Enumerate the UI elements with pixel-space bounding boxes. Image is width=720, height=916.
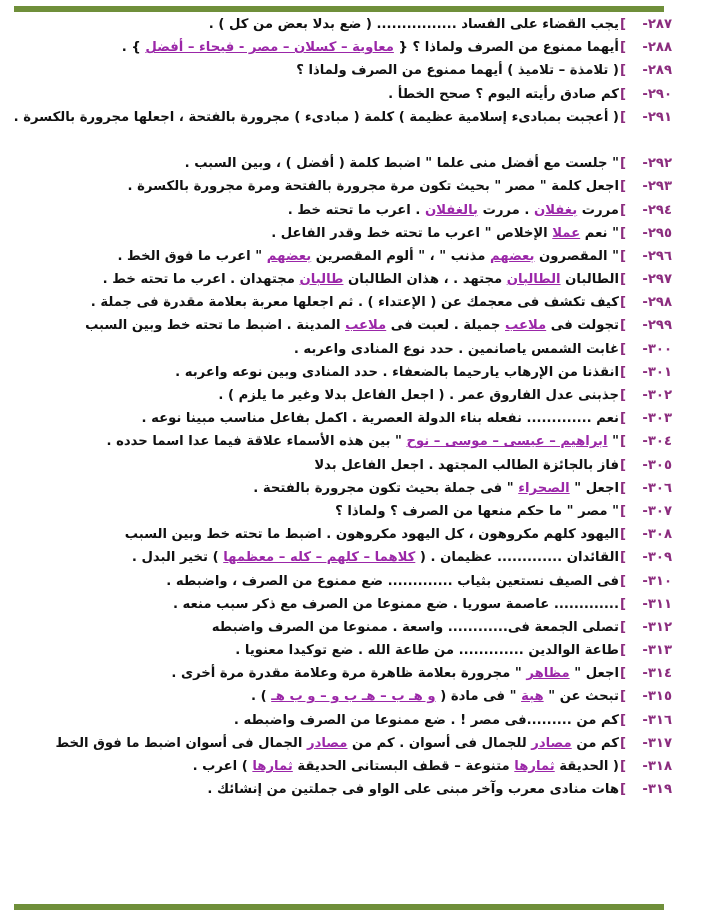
row-bracket: ] <box>619 619 626 635</box>
question-row <box>12 13 672 36</box>
question-text <box>12 199 619 222</box>
question-number: ٣٠٩- <box>642 550 672 566</box>
question-text <box>12 454 619 477</box>
question-text <box>12 83 619 106</box>
question-text <box>12 709 619 732</box>
question-text <box>12 268 619 291</box>
question-text <box>12 361 619 384</box>
question-text <box>12 291 619 314</box>
question-text <box>12 523 619 546</box>
row-bracket: ] <box>619 63 626 79</box>
text-fragment: " فى جملة بحيث تكون مجرورة بالفتحة . <box>253 480 519 496</box>
text-fragment: جميلة . لعبت فى <box>386 318 506 334</box>
question-text <box>12 639 619 662</box>
row-bracket: ] <box>619 735 626 751</box>
question-number: ٣٠١- <box>642 364 672 380</box>
row-bracket: ] <box>619 364 626 380</box>
question-row <box>12 175 672 198</box>
question-number: ٣٠٠- <box>642 341 672 357</box>
question-number: ٢٩٨- <box>642 295 672 311</box>
question-number: ٢٨٧- <box>642 17 672 32</box>
highlighted-word: ملاعب <box>505 318 547 334</box>
question-text <box>12 338 619 361</box>
text-fragment: . مررت <box>478 202 534 218</box>
bottom-border <box>14 904 664 910</box>
question-row <box>12 709 672 732</box>
row-bracket: ] <box>619 156 626 172</box>
text-fragment: كم صادق رأيته اليوم ؟ صحح الخطأ . <box>388 86 619 102</box>
question-row <box>12 384 672 407</box>
text-fragment: الجمال فى أسوان اضبط ما فوق الخط <box>55 735 307 751</box>
text-fragment: مذنب " ، " ألوم المقصرين <box>311 248 491 264</box>
highlighted-word: معاوية – كسلان – مصر - فيحاء – أفضل <box>145 40 394 56</box>
question-number: ٣٠٢- <box>642 388 672 404</box>
text-fragment: " اعرب ما فوق الخط . <box>117 248 267 264</box>
row-bracket: ] <box>619 643 626 659</box>
question-text <box>12 755 619 778</box>
question-text <box>12 106 619 129</box>
question-number: ٢٩٣- <box>642 179 672 195</box>
row-bracket: ] <box>619 480 626 496</box>
row-bracket: ] <box>619 40 626 56</box>
highlighted-word: مظاهر <box>526 666 570 682</box>
row-bracket: ] <box>619 411 626 427</box>
question-number: ٣١٨- <box>642 759 672 775</box>
question-number: ٢٩٥- <box>642 225 672 241</box>
question-text <box>12 222 619 245</box>
row-bracket: ] <box>619 248 626 264</box>
question-row <box>12 245 672 268</box>
highlighted-word: عملا <box>552 225 581 241</box>
question-row <box>12 83 672 106</box>
row-bracket: ] <box>619 712 626 728</box>
row-bracket: ] <box>619 202 626 218</box>
question-number: ٣١٠- <box>642 573 672 589</box>
highlighted-word: طالبان <box>299 272 344 288</box>
highlighted-word: الطالبان <box>506 272 561 288</box>
question-number: ٣٠٤- <box>642 434 672 450</box>
text-fragment: تبحث عن " <box>543 689 619 705</box>
highlighted-word: بعضهم <box>490 248 535 264</box>
question-row <box>12 616 672 639</box>
question-number: ٣١٢- <box>642 619 672 635</box>
text-fragment: " مصر " ما حكم منعها من الصرف ؟ ولماذا ؟ <box>335 503 619 519</box>
highlighted-word: ملاعب <box>345 318 387 334</box>
highlighted-word: بغفلان <box>534 202 578 218</box>
question-text <box>12 36 619 59</box>
text-fragment: " فى مادة ( <box>435 689 522 705</box>
question-text <box>12 593 619 616</box>
highlighted-word: بالغفلان <box>424 202 478 218</box>
text-fragment: ) اعرب . <box>192 759 253 775</box>
row-bracket: ] <box>619 225 626 241</box>
text-fragment: ............. عاصمة سوريا . ضع ممنوعا من الصرف مع ذكر سبب منعه . <box>172 596 619 612</box>
question-text <box>12 314 619 337</box>
question-row <box>12 152 672 175</box>
row-bracket: ] <box>619 503 626 519</box>
highlighted-word: ابراهيم – عيسى – موسى – نوح <box>406 434 608 450</box>
question-text <box>12 245 619 268</box>
question-number: ٢٩٦- <box>642 248 672 264</box>
highlighted-word: مصادر <box>306 735 348 751</box>
text-fragment: اليهود كلهم مكروهون ، كل اليهود مكروهون . اضبط ما تحته خط وبين السبب <box>124 527 619 543</box>
row-bracket: ] <box>619 17 626 32</box>
question-number: ٢٩٤- <box>642 202 672 218</box>
question-number: ٣١٦- <box>642 712 672 728</box>
row-bracket: ] <box>619 759 626 775</box>
highlighted-word: الصحراء <box>518 480 570 496</box>
text-fragment: للجمال فى أسوان . كم من <box>347 735 532 751</box>
text-fragment: " <box>607 434 619 450</box>
text-fragment: اجعل " <box>569 666 619 682</box>
highlighted-word: هبة <box>521 689 544 705</box>
question-text <box>12 616 619 639</box>
text-fragment: ( تلامذة – تلاميذ ) أيهما ممنوع من الصرف ولماذا ؟ <box>296 63 619 79</box>
question-row <box>12 570 672 593</box>
question-text <box>12 778 619 801</box>
question-text <box>12 662 619 685</box>
question-number: ٢٩١- <box>642 109 672 125</box>
question-row <box>12 314 672 337</box>
question-row <box>12 755 672 778</box>
text-fragment: متنوعة – قطف البستانى الحديقة <box>292 759 515 775</box>
text-fragment: كم من <box>571 735 619 751</box>
row-bracket: ] <box>619 596 626 612</box>
top-border <box>14 6 664 12</box>
row-bracket: ] <box>619 550 626 566</box>
text-fragment: أيهما ممنوع من الصرف ولماذا ؟ { <box>393 40 619 56</box>
text-fragment: غابت الشمس ياصانمين . حدد نوع المنادى واعربه . <box>293 341 619 357</box>
text-fragment: " بين هذه الأسماء علاقة فيما عدا اسما حدده . <box>106 434 407 450</box>
highlighted-word: مصادر <box>531 735 572 751</box>
question-text <box>12 13 619 36</box>
row-bracket: ] <box>619 295 626 311</box>
question-text <box>12 430 619 453</box>
text-fragment: هات منادى معرب وآخر مبنى على الواو فى جملتين من إنشائك . <box>207 782 619 798</box>
text-fragment: القائدان ............. عظيمان . ( <box>415 550 619 566</box>
question-number: ٣١٧- <box>642 735 672 751</box>
text-fragment: فاز بالجائزة الطالب المجتهد . اجعل الفاعل بدلا <box>314 457 619 473</box>
question-row <box>12 222 672 245</box>
row-bracket: ] <box>619 689 626 705</box>
question-number: ٣١٤- <box>642 666 672 682</box>
question-text <box>12 732 619 755</box>
highlighted-word: ثمارها <box>252 759 293 775</box>
text-fragment: ( أعجبت بمبادىء إسلامية عظيمة ) كلمة ( مبادىء ) مجرورة بالفتحة ، اجعلها مجرورة بالكسرة . <box>13 109 619 125</box>
text-fragment: مجتهد . ، هذان الطالبان <box>343 272 507 288</box>
question-row <box>12 430 672 453</box>
question-number: ٢٩٠- <box>642 86 672 102</box>
text-fragment: تصلى الجمعة فى............ واسعة . ممنوعا من الصرف واضبطه <box>211 619 619 635</box>
question-text <box>12 407 619 430</box>
question-number: ٣١١- <box>642 596 672 612</box>
text-fragment: . اعرب ما تحته خط . <box>287 202 425 218</box>
question-text <box>12 685 619 708</box>
question-row <box>12 291 672 314</box>
row-bracket: ] <box>619 457 626 473</box>
row-bracket: ] <box>619 782 626 798</box>
text-fragment: المدينة . اضبط ما تحته خط وبين السبب <box>85 318 346 334</box>
row-bracket: ] <box>619 318 626 334</box>
question-row <box>12 732 672 755</box>
question-number: ٣١٥- <box>642 689 672 705</box>
question-row <box>12 477 672 500</box>
text-fragment: مررت <box>577 202 619 218</box>
question-number: ٣٠٨- <box>642 527 672 543</box>
question-number: ٣٠٦- <box>642 480 672 496</box>
text-fragment: جذبنى عدل الفاروق عمر . ( اجعل الفاعل بدلا وغير ما يلزم ) . <box>218 388 619 404</box>
question-row <box>12 59 672 82</box>
question-row <box>12 106 672 152</box>
text-fragment: " مجرورة بعلامة ظاهرة مرة وعلامة مقدرة مرة أخرى . <box>171 666 527 682</box>
question-number: ٢٩٢- <box>642 156 672 172</box>
text-fragment: كم من .........فى مصر ! . ضع ممنوعا من الصرف واضبطه . <box>233 712 619 728</box>
question-number: ٢٩٧- <box>642 272 672 288</box>
question-row <box>12 199 672 222</box>
highlighted-word: و هـ ب – هـ ب و – و ب هـ <box>271 689 436 705</box>
row-bracket: ] <box>619 341 626 357</box>
text-fragment: يجب القضاء على الفساد ................ ( ضع بدلا بعض من كل ) . <box>208 17 619 32</box>
question-list <box>12 13 672 801</box>
question-number: ٣٠٣- <box>642 411 672 427</box>
text-fragment: " المقصرون <box>534 248 619 264</box>
question-number: ٢٩٩- <box>642 318 672 334</box>
text-fragment: " جلست مع أفضل منى علما " اضبط كلمة ( أفضل ) ، وبين السبب . <box>184 156 619 172</box>
question-number: ٣١٣- <box>642 643 672 659</box>
question-text <box>12 152 619 175</box>
highlighted-word: ثمارها <box>514 759 555 775</box>
text-fragment: اجعل " <box>569 480 619 496</box>
question-row <box>12 523 672 546</box>
question-number: ٢٨٨- <box>642 40 672 56</box>
row-bracket: ] <box>619 272 626 288</box>
question-row <box>12 662 672 685</box>
question-row <box>12 593 672 616</box>
text-fragment: كيف تكشف فى معجمك عن ( الإعتداء ) . ثم اجعلها معربة بعلامة مقدرة فى جملة . <box>90 295 619 311</box>
text-fragment: نعم ............. نفعله بناء الدولة العصرية . اكمل بفاعل مناسب مبينا نوعه . <box>141 411 619 427</box>
question-text <box>12 384 619 407</box>
question-row <box>12 778 672 801</box>
text-fragment: } . <box>121 40 146 56</box>
text-fragment: " نعم <box>580 225 619 241</box>
question-row <box>12 361 672 384</box>
text-fragment: فى الصيف نستعين بثياب ............. ضع ممنوع من الصرف ، واضبطه . <box>166 573 619 589</box>
row-bracket: ] <box>619 86 626 102</box>
question-text <box>12 570 619 593</box>
text-fragment: ) تخير البدل . <box>131 550 224 566</box>
row-bracket: ] <box>619 527 626 543</box>
text-fragment: اجعل كلمة " مصر " بحيث تكون مرة مجرورة بالفتحة ومرة مجرورة بالكسرة . <box>127 179 619 195</box>
question-number: ٣٠٥- <box>642 457 672 473</box>
question-number: ٣١٩- <box>642 782 672 798</box>
row-bracket: ] <box>619 388 626 404</box>
question-number: ٢٨٩- <box>642 63 672 79</box>
text-fragment: الطالبان <box>560 272 619 288</box>
question-row <box>12 407 672 430</box>
question-text <box>12 546 619 569</box>
question-row <box>12 685 672 708</box>
highlighted-word: بعضهم <box>266 248 312 264</box>
row-bracket: ] <box>619 573 626 589</box>
question-text <box>12 175 619 198</box>
text-fragment: ) . <box>250 689 272 705</box>
question-row <box>12 454 672 477</box>
question-row <box>12 546 672 569</box>
highlighted-word: كلاهما – كلهم – كله – معظمها <box>223 550 416 566</box>
text-fragment: طاعة الوالدين ............. من طاعة الله . ضع توكيدا معنويا . <box>235 643 619 659</box>
question-text <box>12 477 619 500</box>
question-row <box>12 36 672 59</box>
text-fragment: ( الحديقة <box>554 759 619 775</box>
question-text <box>12 59 619 82</box>
text-fragment: تجولت فى <box>546 318 619 334</box>
row-bracket: ] <box>619 434 626 450</box>
text-fragment: الإخلاص " اعرب ما تحته خط وقدر الفاعل . <box>271 225 553 241</box>
question-number: ٣٠٧- <box>642 503 672 519</box>
text-fragment: انقذنا من الإرهاب يارحيما بالضعفاء . حدد المنادى وبين نوعه واعربه . <box>175 364 619 380</box>
text-fragment: مجتهدان . اعرب ما تحته خط . <box>102 272 300 288</box>
question-row <box>12 338 672 361</box>
question-row <box>12 500 672 523</box>
question-row <box>12 268 672 291</box>
question-text <box>12 500 619 523</box>
row-bracket: ] <box>619 109 626 125</box>
row-bracket: ] <box>619 666 626 682</box>
row-bracket: ] <box>619 179 626 195</box>
question-row <box>12 639 672 662</box>
